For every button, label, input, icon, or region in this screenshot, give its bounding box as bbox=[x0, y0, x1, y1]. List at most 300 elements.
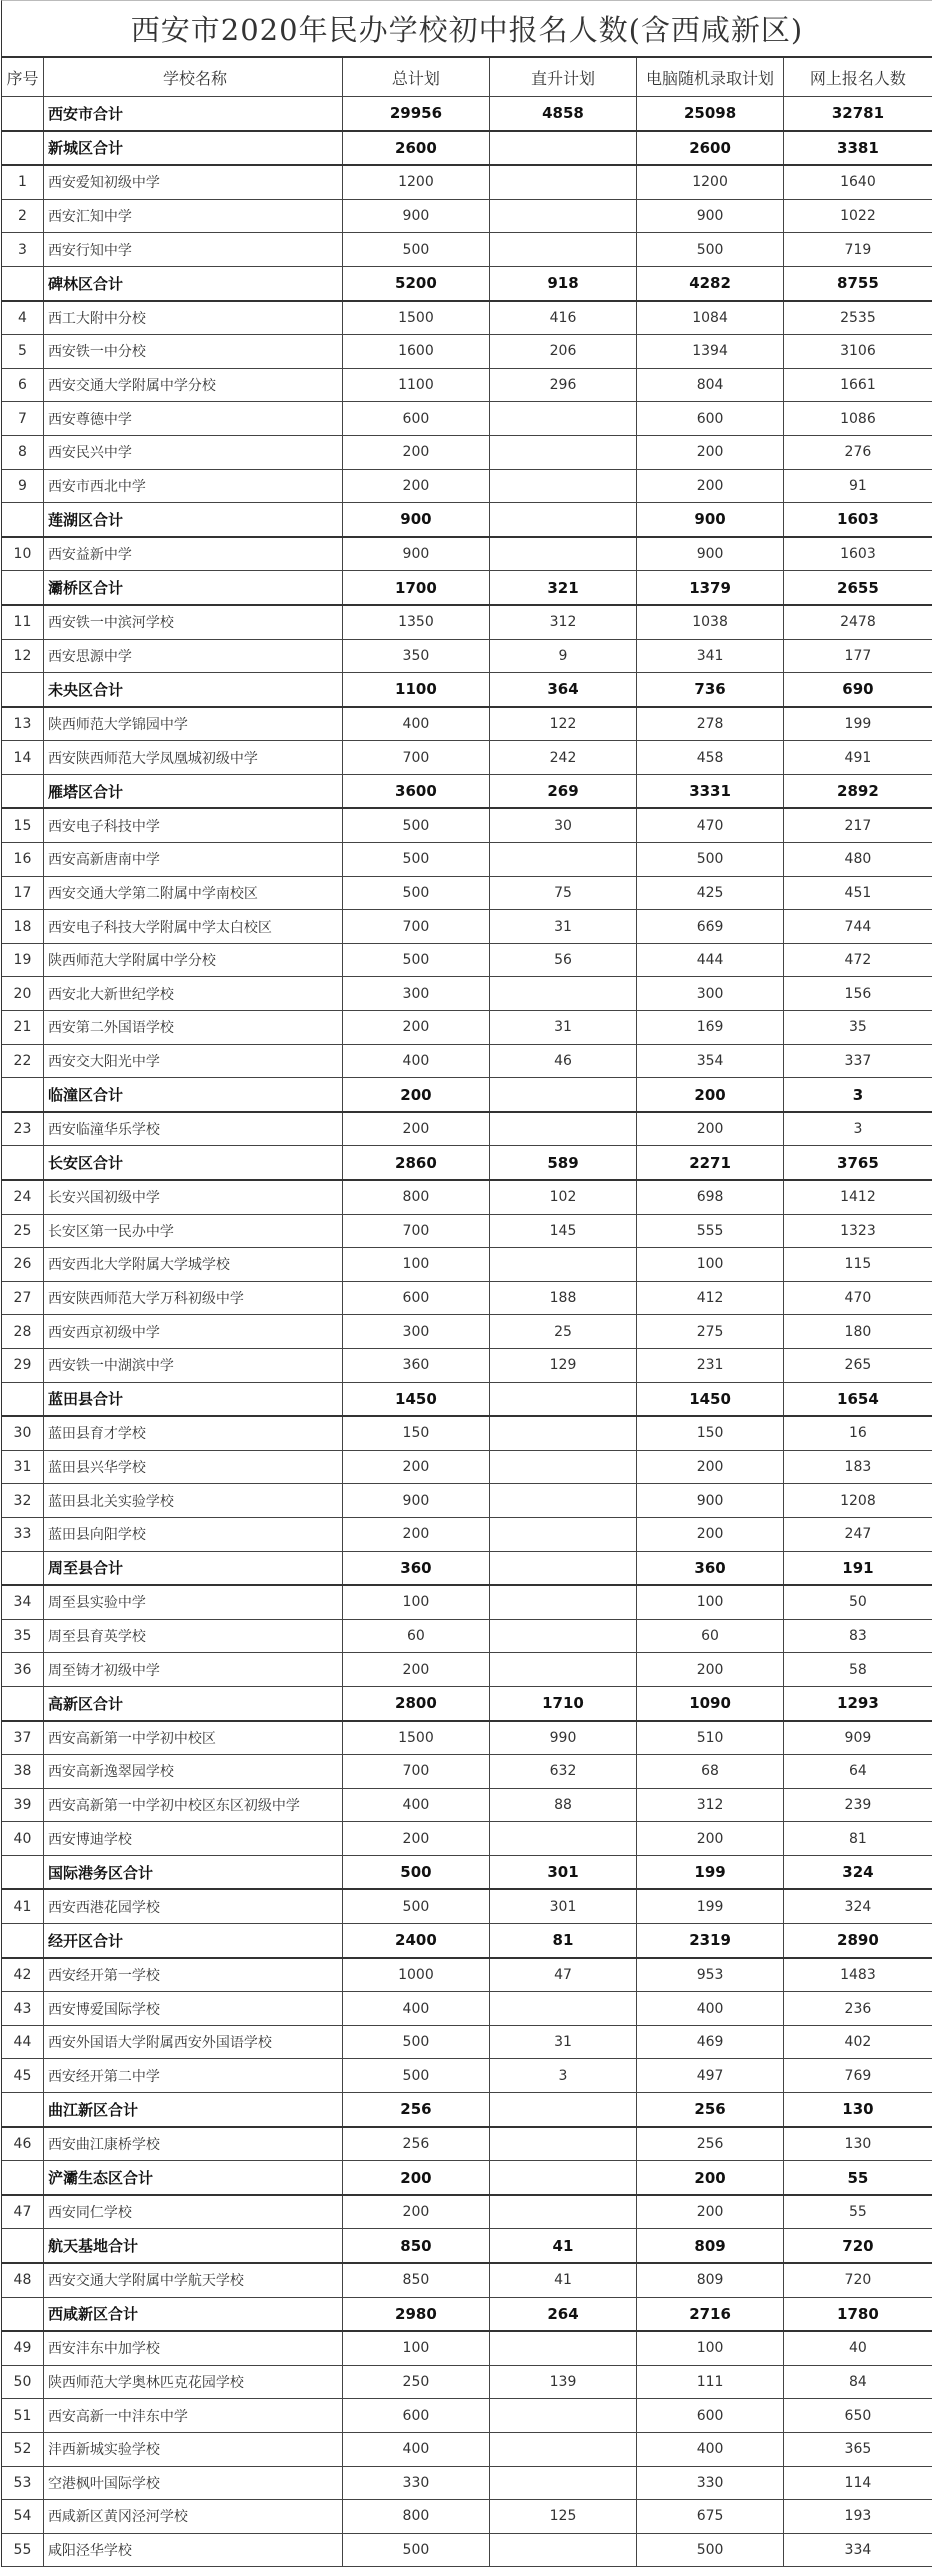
school-name-cell: 高新区合计 bbox=[43, 1686, 342, 1720]
online-applicants-cell: 1483 bbox=[783, 1958, 932, 1992]
index-cell: 43 bbox=[2, 1992, 43, 2026]
direct-plan-cell bbox=[489, 233, 637, 267]
online-applicants-cell: 16 bbox=[783, 1416, 932, 1450]
school-name-cell: 航天基地合计 bbox=[43, 2229, 342, 2263]
index-cell: 17 bbox=[2, 876, 43, 910]
total-plan-cell: 200 bbox=[343, 1450, 490, 1484]
online-applicants-cell: 8755 bbox=[783, 266, 932, 300]
table-row bbox=[2, 2365, 932, 2399]
online-applicants-cell: 3381 bbox=[783, 131, 932, 166]
online-applicants-cell: 130 bbox=[783, 2093, 932, 2127]
school-name-cell: 国际港务区合计 bbox=[43, 1855, 342, 1889]
school-name-cell: 蓝田县北关实验学校 bbox=[43, 1484, 342, 1518]
direct-plan-cell: 41 bbox=[489, 2229, 637, 2263]
index-cell: 53 bbox=[2, 2466, 43, 2500]
direct-plan-cell: 364 bbox=[489, 673, 637, 707]
online-applicants-cell: 1208 bbox=[783, 1484, 932, 1518]
direct-plan-cell bbox=[489, 2399, 637, 2433]
total-plan-cell: 1600 bbox=[343, 335, 490, 369]
school-name-cell: 曲江新区合计 bbox=[43, 2093, 342, 2127]
index-cell: 34 bbox=[2, 1585, 43, 1619]
index-cell: 32 bbox=[2, 1484, 43, 1518]
school-name-cell: 西咸新区合计 bbox=[43, 2297, 342, 2331]
online-applicants-cell: 744 bbox=[783, 910, 932, 944]
online-applicants-cell: 1086 bbox=[783, 402, 932, 436]
subtotal-row bbox=[2, 673, 932, 707]
online-applicants-cell: 180 bbox=[783, 1315, 932, 1349]
direct-plan-cell bbox=[489, 402, 637, 436]
header-row bbox=[2, 58, 932, 97]
index-cell: 50 bbox=[2, 2365, 43, 2399]
lottery-plan-cell: 1084 bbox=[637, 301, 784, 335]
subtotal-row bbox=[2, 1078, 932, 1112]
table-row bbox=[2, 910, 932, 944]
subtotal-row bbox=[2, 2297, 932, 2331]
table-row bbox=[2, 335, 932, 369]
direct-plan-cell bbox=[489, 1484, 637, 1518]
direct-plan-cell bbox=[489, 1416, 637, 1450]
lottery-plan-cell: 354 bbox=[637, 1044, 784, 1078]
total-plan-cell: 200 bbox=[343, 1653, 490, 1687]
total-plan-cell: 400 bbox=[343, 1788, 490, 1822]
school-name-cell: 西安铁一中滨河学校 bbox=[43, 605, 342, 639]
school-name-cell: 西安高新一中沣东中学 bbox=[43, 2399, 342, 2433]
online-applicants-cell: 2478 bbox=[783, 605, 932, 639]
lottery-plan-cell: 100 bbox=[637, 1585, 784, 1619]
online-applicants-cell: 191 bbox=[783, 1551, 932, 1585]
direct-plan-cell: 918 bbox=[489, 266, 637, 300]
online-applicants-cell: 130 bbox=[783, 2127, 932, 2161]
direct-plan-cell: 269 bbox=[489, 774, 637, 808]
index-cell: 12 bbox=[2, 639, 43, 673]
total-plan-cell: 700 bbox=[343, 910, 490, 944]
direct-plan-cell: 139 bbox=[489, 2365, 637, 2399]
online-applicants-cell: 491 bbox=[783, 741, 932, 775]
online-applicants-cell: 114 bbox=[783, 2466, 932, 2500]
table-row bbox=[2, 199, 932, 233]
online-applicants-cell: 81 bbox=[783, 1822, 932, 1856]
total-plan-cell: 500 bbox=[343, 2025, 490, 2059]
lottery-plan-cell: 199 bbox=[637, 1889, 784, 1923]
online-applicants-cell: 156 bbox=[783, 977, 932, 1011]
index-cell: 10 bbox=[2, 537, 43, 571]
lottery-plan-cell: 809 bbox=[637, 2263, 784, 2297]
direct-plan-cell: 102 bbox=[489, 1180, 637, 1214]
school-name-cell: 西安交通大学第二附属中学南校区 bbox=[43, 876, 342, 910]
school-name-cell: 西安市西北中学 bbox=[43, 469, 342, 503]
direct-plan-cell: 31 bbox=[489, 2025, 637, 2059]
lottery-plan-cell: 600 bbox=[637, 402, 784, 436]
direct-plan-cell: 312 bbox=[489, 605, 637, 639]
table-row bbox=[2, 1348, 932, 1382]
table-row bbox=[2, 537, 932, 571]
school-name-cell: 西安行知中学 bbox=[43, 233, 342, 267]
online-applicants-cell: 91 bbox=[783, 469, 932, 503]
total-plan-cell: 900 bbox=[343, 1484, 490, 1518]
table-row bbox=[2, 1484, 932, 1518]
total-plan-cell: 100 bbox=[343, 1585, 490, 1619]
online-applicants-cell: 720 bbox=[783, 2263, 932, 2297]
total-plan-cell: 1450 bbox=[343, 1382, 490, 1416]
direct-plan-cell bbox=[489, 977, 637, 1011]
school-name-cell: 蓝田县合计 bbox=[43, 1382, 342, 1416]
table-row bbox=[2, 1011, 932, 1045]
total-plan-cell: 400 bbox=[343, 1992, 490, 2026]
online-applicants-cell: 1412 bbox=[783, 1180, 932, 1214]
lottery-plan-cell: 555 bbox=[637, 1214, 784, 1248]
index-cell: 40 bbox=[2, 1822, 43, 1856]
total-plan-cell: 850 bbox=[343, 2263, 490, 2297]
total-plan-cell: 1100 bbox=[343, 673, 490, 707]
school-name-cell: 西安陕西师范大学万科初级中学 bbox=[43, 1281, 342, 1315]
school-name-cell: 空港枫叶国际学校 bbox=[43, 2466, 342, 2500]
lottery-plan-cell: 278 bbox=[637, 707, 784, 741]
direct-plan-cell: 75 bbox=[489, 876, 637, 910]
table-row bbox=[2, 2195, 932, 2229]
table-row bbox=[2, 1248, 932, 1282]
column-header-total-plan: 总计划 bbox=[343, 58, 490, 97]
school-name-cell: 沣西新城实验学校 bbox=[43, 2432, 342, 2466]
table-row bbox=[2, 1653, 932, 1687]
total-plan-cell: 900 bbox=[343, 199, 490, 233]
table-row bbox=[2, 1517, 932, 1551]
online-applicants-cell: 58 bbox=[783, 1653, 932, 1687]
online-applicants-cell: 472 bbox=[783, 943, 932, 977]
direct-plan-cell bbox=[489, 2161, 637, 2195]
lottery-plan-cell: 470 bbox=[637, 808, 784, 842]
table-row bbox=[2, 605, 932, 639]
index-cell: 35 bbox=[2, 1619, 43, 1653]
lottery-plan-cell: 809 bbox=[637, 2229, 784, 2263]
index-cell: 18 bbox=[2, 910, 43, 944]
subtotal-row bbox=[2, 2093, 932, 2127]
direct-plan-cell: 589 bbox=[489, 1146, 637, 1180]
table-row bbox=[2, 402, 932, 436]
lottery-plan-cell: 497 bbox=[637, 2059, 784, 2093]
direct-plan-cell bbox=[489, 1653, 637, 1687]
direct-plan-cell bbox=[489, 2195, 637, 2229]
total-plan-cell: 2600 bbox=[343, 131, 490, 166]
index-cell: 31 bbox=[2, 1450, 43, 1484]
table-row bbox=[2, 2432, 932, 2466]
school-name-cell: 周至铸才初级中学 bbox=[43, 1653, 342, 1687]
direct-plan-cell: 30 bbox=[489, 808, 637, 842]
index-cell: 39 bbox=[2, 1788, 43, 1822]
online-applicants-cell: 3 bbox=[783, 1078, 932, 1112]
online-applicants-cell: 1022 bbox=[783, 199, 932, 233]
index-cell: 36 bbox=[2, 1653, 43, 1687]
total-plan-cell: 500 bbox=[343, 808, 490, 842]
index-cell bbox=[2, 97, 43, 131]
table-row bbox=[2, 301, 932, 335]
online-applicants-cell: 3 bbox=[783, 1112, 932, 1146]
table-row bbox=[2, 1044, 932, 1078]
total-plan-cell: 1350 bbox=[343, 605, 490, 639]
lottery-plan-cell: 200 bbox=[637, 435, 784, 469]
index-cell: 2 bbox=[2, 199, 43, 233]
total-plan-cell: 100 bbox=[343, 2331, 490, 2365]
total-plan-cell: 400 bbox=[343, 1044, 490, 1078]
total-plan-cell: 900 bbox=[343, 503, 490, 537]
index-cell bbox=[2, 774, 43, 808]
table-row bbox=[2, 2533, 932, 2567]
online-applicants-cell: 690 bbox=[783, 673, 932, 707]
table-row bbox=[2, 2331, 932, 2365]
table-row bbox=[2, 639, 932, 673]
total-plan-cell: 1100 bbox=[343, 368, 490, 402]
table-row bbox=[2, 741, 932, 775]
online-applicants-cell: 3765 bbox=[783, 1146, 932, 1180]
direct-plan-cell: 25 bbox=[489, 1315, 637, 1349]
total-plan-cell: 700 bbox=[343, 741, 490, 775]
online-applicants-cell: 199 bbox=[783, 707, 932, 741]
index-cell bbox=[2, 1078, 43, 1112]
school-name-cell: 长安区第一民办中学 bbox=[43, 1214, 342, 1248]
index-cell: 48 bbox=[2, 2263, 43, 2297]
online-applicants-cell: 1323 bbox=[783, 1214, 932, 1248]
school-name-cell: 新城区合计 bbox=[43, 131, 342, 166]
total-plan-cell: 350 bbox=[343, 639, 490, 673]
lottery-plan-cell: 675 bbox=[637, 2500, 784, 2534]
direct-plan-cell: 41 bbox=[489, 2263, 637, 2297]
direct-plan-cell: 122 bbox=[489, 707, 637, 741]
direct-plan-cell: 47 bbox=[489, 1958, 637, 1992]
table-row bbox=[2, 368, 932, 402]
total-plan-cell: 700 bbox=[343, 1214, 490, 1248]
school-name-cell: 西安西北大学附属大学城学校 bbox=[43, 1248, 342, 1282]
total-plan-cell: 2800 bbox=[343, 1686, 490, 1720]
online-applicants-cell: 334 bbox=[783, 2533, 932, 2567]
direct-plan-cell: 242 bbox=[489, 741, 637, 775]
table-row bbox=[2, 1450, 932, 1484]
lottery-plan-cell: 412 bbox=[637, 1281, 784, 1315]
online-applicants-cell: 324 bbox=[783, 1889, 932, 1923]
index-cell: 38 bbox=[2, 1755, 43, 1789]
total-plan-cell: 850 bbox=[343, 2229, 490, 2263]
total-plan-cell: 500 bbox=[343, 1889, 490, 1923]
index-cell: 19 bbox=[2, 943, 43, 977]
table-row bbox=[2, 1619, 932, 1653]
table-row bbox=[2, 233, 932, 267]
school-name-cell: 西安交通大学附属中学航天学校 bbox=[43, 2263, 342, 2297]
index-cell bbox=[2, 571, 43, 605]
total-plan-cell: 200 bbox=[343, 1517, 490, 1551]
table-row bbox=[2, 1180, 932, 1214]
school-name-cell: 西安经开第一学校 bbox=[43, 1958, 342, 1992]
online-applicants-cell: 115 bbox=[783, 1248, 932, 1282]
direct-plan-cell bbox=[489, 131, 637, 166]
lottery-plan-cell: 900 bbox=[637, 199, 784, 233]
school-name-cell: 西安同仁学校 bbox=[43, 2195, 342, 2229]
online-applicants-cell: 64 bbox=[783, 1755, 932, 1789]
direct-plan-cell bbox=[489, 2432, 637, 2466]
table-row bbox=[2, 2263, 932, 2297]
school-name-cell: 西安高新逸翠园学校 bbox=[43, 1755, 342, 1789]
table-row bbox=[2, 2059, 932, 2093]
direct-plan-cell: 125 bbox=[489, 2500, 637, 2534]
index-cell: 51 bbox=[2, 2399, 43, 2433]
total-plan-cell: 600 bbox=[343, 1281, 490, 1315]
direct-plan-cell: 31 bbox=[489, 1011, 637, 1045]
school-name-cell: 蓝田县向阳学校 bbox=[43, 1517, 342, 1551]
lottery-plan-cell: 256 bbox=[637, 2127, 784, 2161]
total-plan-cell: 600 bbox=[343, 2399, 490, 2433]
index-cell bbox=[2, 1924, 43, 1958]
school-name-cell: 西安电子科技大学附属中学太白校区 bbox=[43, 910, 342, 944]
direct-plan-cell bbox=[489, 2533, 637, 2567]
school-name-cell: 西安交大阳光中学 bbox=[43, 1044, 342, 1078]
lottery-plan-cell: 444 bbox=[637, 943, 784, 977]
subtotal-row bbox=[2, 2229, 932, 2263]
column-header-index: 序号 bbox=[2, 58, 43, 97]
school-name-cell: 陕西师范大学附属中学分校 bbox=[43, 943, 342, 977]
table-row bbox=[2, 2466, 932, 2500]
lottery-plan-cell: 150 bbox=[637, 1416, 784, 1450]
subtotal-row bbox=[2, 1146, 932, 1180]
direct-plan-cell: 4858 bbox=[489, 97, 637, 131]
lottery-plan-cell: 200 bbox=[637, 1517, 784, 1551]
lottery-plan-cell: 2271 bbox=[637, 1146, 784, 1180]
lottery-plan-cell: 510 bbox=[637, 1721, 784, 1755]
total-plan-cell: 200 bbox=[343, 1078, 490, 1112]
online-applicants-cell: 720 bbox=[783, 2229, 932, 2263]
lottery-plan-cell: 1379 bbox=[637, 571, 784, 605]
direct-plan-cell: 1710 bbox=[489, 1686, 637, 1720]
school-name-cell: 西安铁一中湖滨中学 bbox=[43, 1348, 342, 1382]
index-cell: 9 bbox=[2, 469, 43, 503]
school-name-cell: 陕西师范大学锦园中学 bbox=[43, 707, 342, 741]
online-applicants-cell: 769 bbox=[783, 2059, 932, 2093]
direct-plan-cell bbox=[489, 503, 637, 537]
school-name-cell: 长安区合计 bbox=[43, 1146, 342, 1180]
online-applicants-cell: 1603 bbox=[783, 503, 932, 537]
index-cell bbox=[2, 673, 43, 707]
index-cell: 49 bbox=[2, 2331, 43, 2365]
index-cell: 52 bbox=[2, 2432, 43, 2466]
direct-plan-cell bbox=[489, 537, 637, 571]
lottery-plan-cell: 500 bbox=[637, 233, 784, 267]
direct-plan-cell bbox=[489, 2093, 637, 2127]
school-name-cell: 西安外国语大学附属西安外国语学校 bbox=[43, 2025, 342, 2059]
lottery-plan-cell: 458 bbox=[637, 741, 784, 775]
table-row bbox=[2, 707, 932, 741]
total-plan-cell: 256 bbox=[343, 2093, 490, 2127]
lottery-plan-cell: 600 bbox=[637, 2399, 784, 2433]
total-plan-cell: 200 bbox=[343, 2161, 490, 2195]
index-cell: 21 bbox=[2, 1011, 43, 1045]
index-cell: 16 bbox=[2, 843, 43, 877]
direct-plan-cell bbox=[489, 1517, 637, 1551]
table-row bbox=[2, 1958, 932, 1992]
index-cell bbox=[2, 1686, 43, 1720]
lottery-plan-cell: 4282 bbox=[637, 266, 784, 300]
direct-plan-cell: 632 bbox=[489, 1755, 637, 1789]
school-name-cell: 西安思源中学 bbox=[43, 639, 342, 673]
school-name-cell: 雁塔区合计 bbox=[43, 774, 342, 808]
online-applicants-cell: 177 bbox=[783, 639, 932, 673]
table-row bbox=[2, 2500, 932, 2534]
lottery-plan-cell: 341 bbox=[637, 639, 784, 673]
direct-plan-cell bbox=[489, 1248, 637, 1282]
school-name-cell: 碑林区合计 bbox=[43, 266, 342, 300]
column-header-online-applicants: 网上报名人数 bbox=[783, 58, 932, 97]
school-name-cell: 西安博迪学校 bbox=[43, 1822, 342, 1856]
school-name-cell: 周至县合计 bbox=[43, 1551, 342, 1585]
school-name-cell: 西安高新第一中学初中校区东区初级中学 bbox=[43, 1788, 342, 1822]
lottery-plan-cell: 25098 bbox=[637, 97, 784, 131]
direct-plan-cell bbox=[489, 2331, 637, 2365]
total-plan-cell: 360 bbox=[343, 1551, 490, 1585]
lottery-plan-cell: 953 bbox=[637, 1958, 784, 1992]
online-applicants-cell: 247 bbox=[783, 1517, 932, 1551]
table-body bbox=[2, 97, 932, 2567]
lottery-plan-cell: 111 bbox=[637, 2365, 784, 2399]
total-plan-cell: 60 bbox=[343, 1619, 490, 1653]
table-row bbox=[2, 1585, 932, 1619]
total-plan-cell: 5200 bbox=[343, 266, 490, 300]
total-plan-cell: 256 bbox=[343, 2127, 490, 2161]
online-applicants-cell: 83 bbox=[783, 1619, 932, 1653]
subtotal-row bbox=[2, 1686, 932, 1720]
subtotal-row bbox=[2, 266, 932, 300]
index-cell bbox=[2, 131, 43, 166]
index-cell: 54 bbox=[2, 2500, 43, 2534]
direct-plan-cell: 301 bbox=[489, 1855, 637, 1889]
direct-plan-cell: 296 bbox=[489, 368, 637, 402]
online-applicants-cell: 50 bbox=[783, 1585, 932, 1619]
table-row bbox=[2, 1315, 932, 1349]
table-row bbox=[2, 1755, 932, 1789]
total-plan-cell: 900 bbox=[343, 537, 490, 571]
subtotal-row bbox=[2, 2161, 932, 2195]
direct-plan-cell bbox=[489, 199, 637, 233]
total-plan-cell: 1500 bbox=[343, 301, 490, 335]
direct-plan-cell: 301 bbox=[489, 1889, 637, 1923]
online-applicants-cell: 402 bbox=[783, 2025, 932, 2059]
lottery-plan-cell: 669 bbox=[637, 910, 784, 944]
online-applicants-cell: 337 bbox=[783, 1044, 932, 1078]
school-name-cell: 西安第二外国语学校 bbox=[43, 1011, 342, 1045]
school-name-cell: 西安沣东中加学校 bbox=[43, 2331, 342, 2365]
school-name-cell: 经开区合计 bbox=[43, 1924, 342, 1958]
total-plan-cell: 2400 bbox=[343, 1924, 490, 1958]
lottery-plan-cell: 400 bbox=[637, 1992, 784, 2026]
school-name-cell: 西安爱知初级中学 bbox=[43, 165, 342, 199]
total-plan-cell: 200 bbox=[343, 469, 490, 503]
index-cell: 33 bbox=[2, 1517, 43, 1551]
lottery-plan-cell: 275 bbox=[637, 1315, 784, 1349]
total-plan-cell: 600 bbox=[343, 402, 490, 436]
index-cell: 27 bbox=[2, 1281, 43, 1315]
online-applicants-cell: 1661 bbox=[783, 368, 932, 402]
school-name-cell: 西安曲江康桥学校 bbox=[43, 2127, 342, 2161]
total-plan-cell: 700 bbox=[343, 1755, 490, 1789]
index-cell: 5 bbox=[2, 335, 43, 369]
table-row bbox=[2, 165, 932, 199]
index-cell: 42 bbox=[2, 1958, 43, 1992]
subtotal-row bbox=[2, 131, 932, 166]
table-row bbox=[2, 943, 932, 977]
lottery-plan-cell: 2319 bbox=[637, 1924, 784, 1958]
direct-plan-cell bbox=[489, 1450, 637, 1484]
lottery-plan-cell: 1394 bbox=[637, 335, 784, 369]
lottery-plan-cell: 469 bbox=[637, 2025, 784, 2059]
index-cell: 24 bbox=[2, 1180, 43, 1214]
school-name-cell: 西安西京初级中学 bbox=[43, 1315, 342, 1349]
lottery-plan-cell: 330 bbox=[637, 2466, 784, 2500]
online-applicants-cell: 650 bbox=[783, 2399, 932, 2433]
lottery-plan-cell: 1090 bbox=[637, 1686, 784, 1720]
